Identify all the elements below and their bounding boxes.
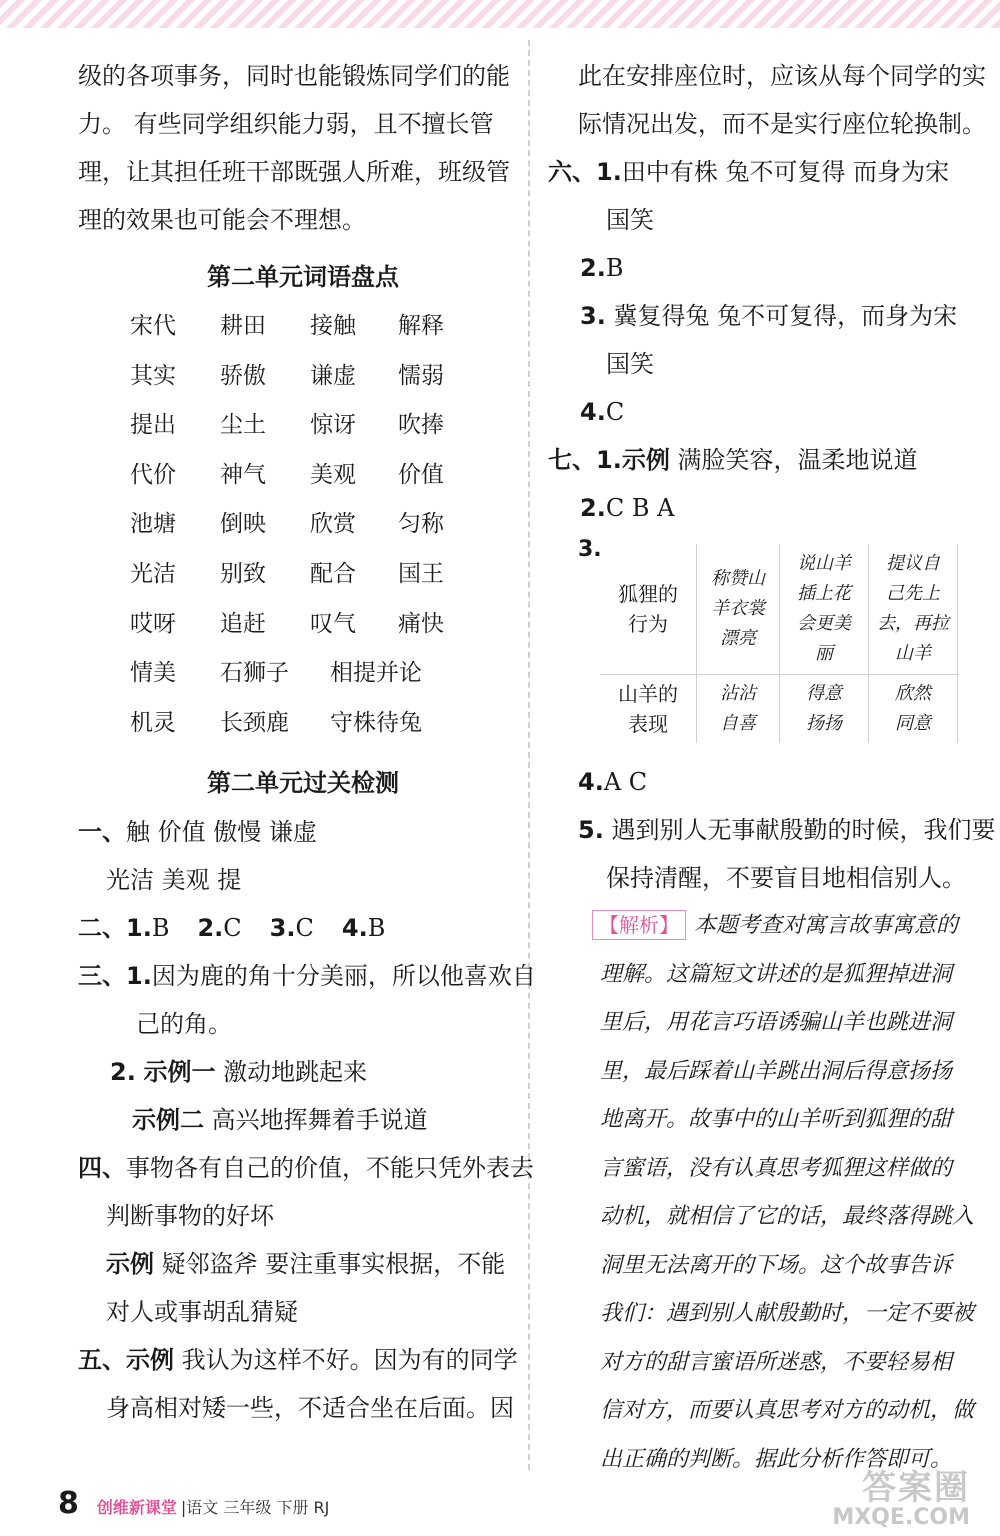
vocab-word: 懦弱 <box>398 362 444 389</box>
vocab-word: 美观 <box>310 461 356 488</box>
answer-text: 我认为这样不好。因为有的同学 <box>181 1346 518 1375</box>
table-row <box>600 544 958 675</box>
table-cell <box>869 544 958 675</box>
answer-text: 疑邻盗斧 要注重事实根据，不能 <box>161 1250 506 1279</box>
analysis-line: 里，最后踩着山羊跳出洞后得意扬扬 <box>600 1058 953 1084</box>
answer-text: 田中有株 兔不可复得 而身为宋 <box>621 158 950 186</box>
vocab-row <box>130 606 508 656</box>
vocab-word: 别致 <box>220 560 266 587</box>
q-number: 3. <box>578 537 602 562</box>
section-2-label: 二、 <box>78 914 126 943</box>
section-1-label: 一、 <box>78 818 126 847</box>
answer-text: 高兴地挥舞着手说道 <box>211 1106 428 1135</box>
cell-line: 沾沾 <box>720 683 756 704</box>
q-number: 2. <box>580 494 606 522</box>
section-4-line <box>78 1144 534 1192</box>
intro-line: 级的各项事务，同时也能锻炼同学们的能 <box>78 62 510 90</box>
section-1-line <box>78 808 508 856</box>
vocab-word: 骄傲 <box>220 362 266 389</box>
cell-line: 称赞山 <box>711 568 765 589</box>
cell-line: 自喜 <box>720 713 756 734</box>
example-label: 示例 <box>126 1346 174 1375</box>
q-number: 3. <box>269 914 296 943</box>
section-4-line <box>78 1240 508 1288</box>
analysis-text: 本题考查对寓言故事寓意的 <box>694 913 959 938</box>
vocab-word: 叹气 <box>310 610 356 637</box>
answer-text: 满脸笑容，温柔地说道 <box>677 446 918 474</box>
vocab-row <box>130 506 508 556</box>
answer-text: 冀复得兔 兔不可复得，而身为宋 <box>613 302 958 330</box>
vocab-word: 欣赏 <box>310 511 356 538</box>
analysis-line: 我们：遇到别人献殷勤时，一定不要被 <box>600 1301 975 1326</box>
section-7-line: 保持清醒，不要盲目地相信别人。 <box>606 864 966 892</box>
vocab-row <box>130 705 508 755</box>
vocab-word: 代价 <box>130 461 176 488</box>
section-6-line: 国笑 <box>606 206 654 234</box>
intro-line: 力。 有些同学组织能力弱，且不擅长管 <box>78 110 494 138</box>
section-6-line <box>548 148 968 196</box>
vocab-word: 解释 <box>398 313 444 339</box>
vocab-section-title: 第二单元词语盘点 <box>207 263 399 291</box>
vocab-word: 惊讶 <box>310 412 356 439</box>
cell-line: 插上花 <box>797 583 851 604</box>
column-divider <box>528 40 530 1470</box>
vocab-grid <box>130 308 508 754</box>
table-cell <box>869 675 958 744</box>
vocab-word: 池塘 <box>130 511 176 538</box>
vocab-word: 相提并论 <box>330 660 422 687</box>
table-cell <box>780 544 869 675</box>
vocab-word: 哎呀 <box>130 610 176 637</box>
section-5-line <box>78 1336 518 1384</box>
section-4-line: 对人或事胡乱猜疑 <box>106 1298 298 1327</box>
cell-line: 同意 <box>895 713 931 734</box>
section-7-line <box>548 758 968 806</box>
cell-line: 表现 <box>628 712 668 736</box>
cell-line: 欣然 <box>895 683 931 704</box>
analysis-line: 动机，就相信了它的话，最终落得跳入 <box>600 1204 975 1229</box>
vocab-word: 耕田 <box>220 313 266 339</box>
analysis-line: 信对方，而要认真思考对方的动机，做 <box>600 1398 975 1423</box>
table-cell <box>697 544 780 675</box>
section-6-line: 国笑 <box>606 350 654 378</box>
left-column <box>78 52 536 1432</box>
cell-line: 漂亮 <box>720 628 756 649</box>
analysis-line: 理解。这篇短文讲述的是狐狸掉进洞 <box>600 961 953 987</box>
intro-line: 理的效果也可能会不理想。 <box>78 206 366 234</box>
vocab-row <box>130 308 508 358</box>
cell-line: 行为 <box>628 612 668 636</box>
cell-line: 山羊的 <box>618 682 678 706</box>
analysis-line: 对方的甜言蜜语所迷惑，不要轻易相 <box>600 1349 953 1375</box>
answer: B <box>367 914 386 943</box>
analysis-tag: 【解析】 <box>592 910 686 940</box>
section-6-line <box>548 292 968 340</box>
right-column <box>548 52 996 1484</box>
analysis-line: 言蜜语，没有认真思考狐狸这样做的 <box>600 1155 953 1181</box>
q-number: 2. <box>580 254 606 282</box>
vocab-word: 痛快 <box>398 610 444 637</box>
q-number: 5. <box>578 816 604 844</box>
section-2-line <box>78 904 508 952</box>
cell-line: 会更美 <box>797 613 851 634</box>
section-7-line <box>548 436 968 484</box>
section-3-line <box>78 952 536 1000</box>
answer: C <box>605 398 625 426</box>
q-number: 4. <box>341 914 368 943</box>
cell-line: 羊衣裳 <box>711 598 765 619</box>
example-label: 示例二 <box>132 1106 204 1135</box>
section-3-label: 三、1. <box>78 962 152 991</box>
table-cell <box>780 675 869 744</box>
answer: B <box>605 254 624 282</box>
cell-line: 提议自 <box>886 553 940 574</box>
q-number: 4. <box>578 768 604 796</box>
continued-line: 此在安排座位时，应该从每个同学的实 <box>578 62 986 90</box>
table-row <box>600 675 958 744</box>
answer: C <box>295 914 314 943</box>
table-header-cell <box>600 544 697 675</box>
section-1-answers: 触 价值 傲慢 谦虚 <box>126 818 317 847</box>
section-6-label: 六、1. <box>548 158 622 186</box>
vocab-word: 追赶 <box>220 610 266 637</box>
vocab-row <box>130 358 508 408</box>
q-number: 1. <box>126 914 152 943</box>
vocab-word: 谦虚 <box>310 362 356 389</box>
q-number: 4. <box>580 398 606 426</box>
q-number: 2. <box>197 914 224 943</box>
intro-line: 理，让其担任班干部既强人所难，班级管 <box>78 158 510 186</box>
continued-line: 际情况出发，而不是实行座位轮换制。 <box>578 110 986 138</box>
section-7-line <box>548 806 996 854</box>
answer: C B A <box>605 494 675 522</box>
answer: C <box>223 914 242 943</box>
page-footer <box>58 1486 329 1526</box>
vocab-word: 长颈鹿 <box>220 709 289 736</box>
page-number: 8 <box>58 1486 79 1521</box>
cell-line: 去，再拉 <box>877 613 949 634</box>
vocab-word: 接触 <box>310 313 356 339</box>
vocab-word: 机灵 <box>130 709 176 736</box>
section-7-label: 七、1. <box>548 446 622 474</box>
vocab-word: 倒映 <box>220 511 266 538</box>
top-decorative-band <box>0 0 1000 28</box>
cell-line: 说山羊 <box>797 553 851 574</box>
vocab-row <box>130 457 508 507</box>
section-6-line <box>548 244 968 292</box>
cell-line: 得意 <box>806 683 842 704</box>
vocab-row <box>130 407 508 457</box>
watermark-title: 答案圈 <box>862 1468 970 1508</box>
vocab-row <box>130 556 508 606</box>
answer: B <box>151 914 170 943</box>
vocab-word: 情美 <box>130 660 176 687</box>
cell-line: 丽 <box>815 643 833 664</box>
vocab-word: 石狮子 <box>220 660 289 687</box>
cell-line: 己先上 <box>886 583 940 604</box>
vocab-word: 价值 <box>398 461 444 488</box>
section-1-line: 光洁 美观 提 <box>106 866 242 895</box>
answer: A C <box>603 768 648 796</box>
section-3-line: 己的角。 <box>136 1010 232 1039</box>
analysis-line: 洞里无法离开的下场。这个故事告诉 <box>600 1252 953 1278</box>
vocab-word: 提出 <box>130 412 176 439</box>
analysis-line: 地离开。故事中的山羊听到狐狸的甜 <box>600 1107 953 1132</box>
example-label: 示例一 <box>143 1058 216 1087</box>
section-3-2-line <box>78 1096 508 1144</box>
cell-line: 扬扬 <box>806 713 842 734</box>
analysis-line: 里后，用花言巧语诱骗山羊也跳进洞 <box>600 1010 953 1035</box>
watermark <box>780 1470 970 1532</box>
analysis-line: 出正确的判断。据此分析作答即可。 <box>600 1446 953 1472</box>
table-cell <box>697 675 780 744</box>
answer-text: 激动地跳起来 <box>223 1058 368 1087</box>
vocab-word: 神气 <box>220 461 266 488</box>
vocab-word: 吹捧 <box>398 412 444 439</box>
example-label: 示例 <box>106 1250 154 1279</box>
q-number: 2. <box>110 1058 136 1087</box>
vocab-word: 配合 <box>310 560 356 587</box>
vocab-word: 其实 <box>130 362 176 389</box>
watermark-url: MXQE.COM <box>832 1505 970 1530</box>
vocab-word: 国王 <box>398 560 444 587</box>
section-3-2-line <box>78 1048 508 1096</box>
q-number: 3. <box>580 302 606 330</box>
section-5-label: 五、 <box>78 1346 126 1375</box>
answer-text: 因为鹿的角十分美丽，所以他喜欢自 <box>151 962 536 991</box>
section-6-line <box>548 388 968 436</box>
cell-line: 狐狸的 <box>618 582 678 606</box>
example-label: 示例 <box>621 446 670 474</box>
vocab-word: 守株待兔 <box>330 709 422 736</box>
brand-name: 创维新课堂 <box>96 1498 177 1517</box>
analysis-line <box>548 902 968 951</box>
section-4-line: 判断事物的好坏 <box>106 1202 274 1231</box>
fox-goat-table <box>600 544 958 743</box>
fox-goat-table-block <box>548 532 968 758</box>
vocab-word: 匀称 <box>398 511 444 538</box>
section-7-line <box>548 484 968 532</box>
vocab-word: 宋代 <box>130 313 176 339</box>
section-5-line: 身高相对矮一些，不适合坐在后面。因 <box>106 1394 514 1423</box>
vocab-word: 光洁 <box>130 560 176 587</box>
table-header-cell <box>600 675 697 744</box>
answer-text: 事物各有自己的价值，不能只凭外表去 <box>126 1154 534 1183</box>
vocab-row <box>130 655 508 705</box>
vocab-word: 尘土 <box>220 412 266 439</box>
cell-line: 山羊 <box>895 643 931 664</box>
test-section-title: 第二单元过关检测 <box>207 769 399 798</box>
answer-text: 遇到别人无事献殷勤的时候，我们要 <box>611 816 996 844</box>
section-4-label: 四、 <box>78 1154 126 1183</box>
book-info: |语文 三年级 下册 RJ <box>180 1498 330 1517</box>
